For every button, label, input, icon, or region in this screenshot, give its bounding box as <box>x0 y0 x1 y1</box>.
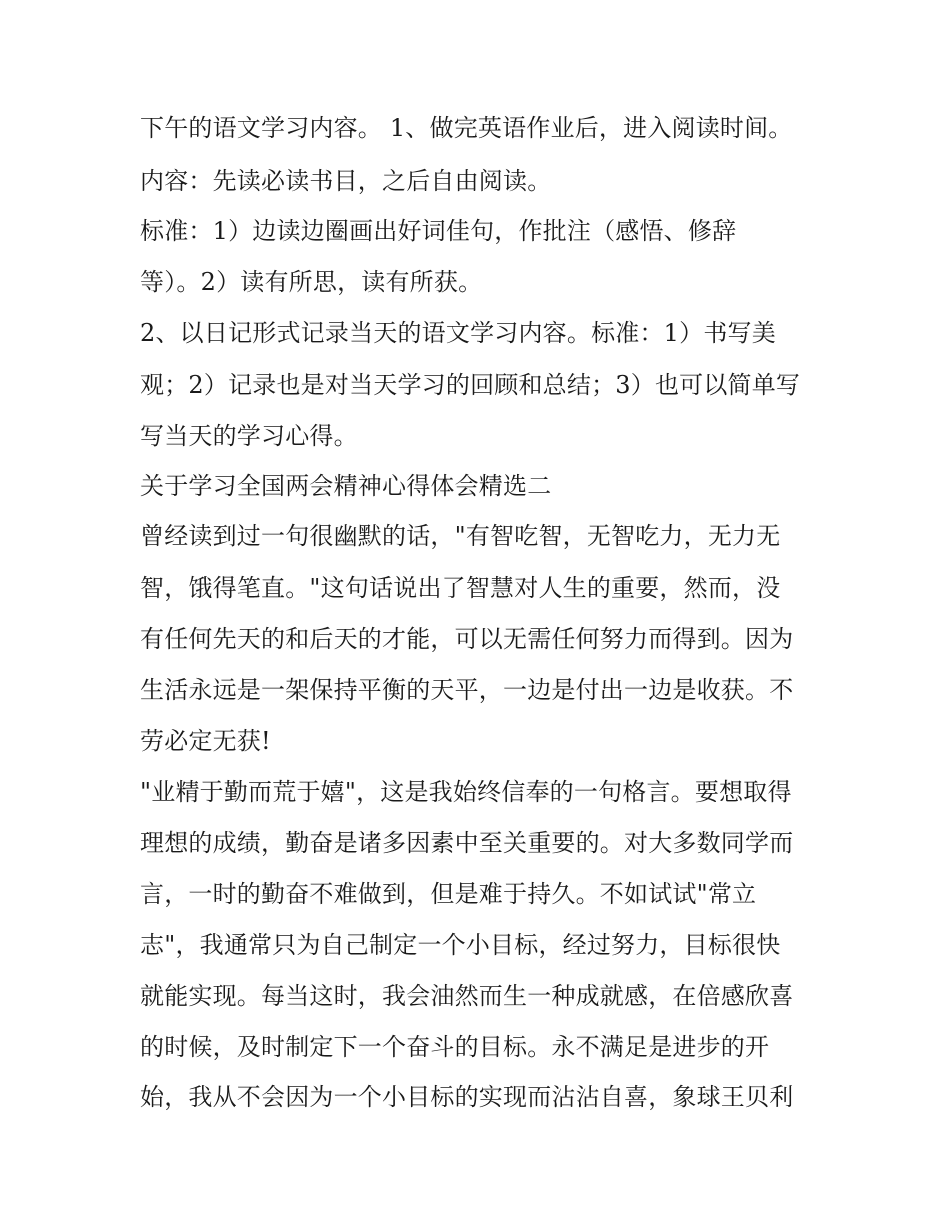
text-line: 曾经读到过一句很幽默的话，"有智吃智，无智吃力，无力无 <box>140 522 781 550</box>
text-line: "业精于勤而荒于嬉"，这是我始终信奉的一句格言。要想取得 <box>140 778 792 806</box>
text-line: 的时候，及时制定下一个奋斗的目标。永不满足是进步的开 <box>140 1033 770 1061</box>
text-line: 内容：先读必读书目，之后自由阅读。 <box>140 167 552 195</box>
text-line: 观；2）记录也是对当天学习的回顾和总结；3）也可以简单写 <box>140 371 801 399</box>
text-line: 就能实现。每当这时，我会油然而生一种成就感，在倍感欣喜 <box>140 982 794 1010</box>
section-heading: 关于学习全国两会精神心得体会精选二 <box>140 472 552 500</box>
text-line: 等）。2）读有所思，读有所获。 <box>140 268 483 296</box>
text-line: 劳必定无获! <box>140 727 271 755</box>
text-line: 始，我从不会因为一个小目标的实现而沾沾自喜，象球王贝利 <box>140 1083 794 1111</box>
text-line: 有任何先天的和后天的才能，可以无需任何努力而得到。因为 <box>140 625 794 653</box>
text-line: 写当天的学习心得。 <box>140 422 358 450</box>
text-line: 智，饿得笔直。"这句话说出了智慧对人生的重要，然而，没 <box>140 574 781 602</box>
text-line: 下午的语文学习内容。 1、做完英语作业后，进入阅读时间。 <box>140 114 793 142</box>
text-line: 2、以日记形式记录当天的语文学习内容。标准：1）书写美 <box>140 319 776 347</box>
text-line: 理想的成绩，勤奋是诸多因素中至关重要的。对大多数同学而 <box>140 829 794 857</box>
text-line: 生活永远是一架保持平衡的天平，一边是付出一边是收获。不 <box>140 676 794 704</box>
text-line: 言，一时的勤奋不难做到，但是难于持久。不如试试"常立 <box>140 880 757 908</box>
text-line: 标准：1）边读边圈画出好词佳句，作批注（感悟、修辞 <box>140 217 737 245</box>
text-line: 志"，我通常只为自己制定一个小目标，经过努力，目标很快 <box>140 931 781 959</box>
